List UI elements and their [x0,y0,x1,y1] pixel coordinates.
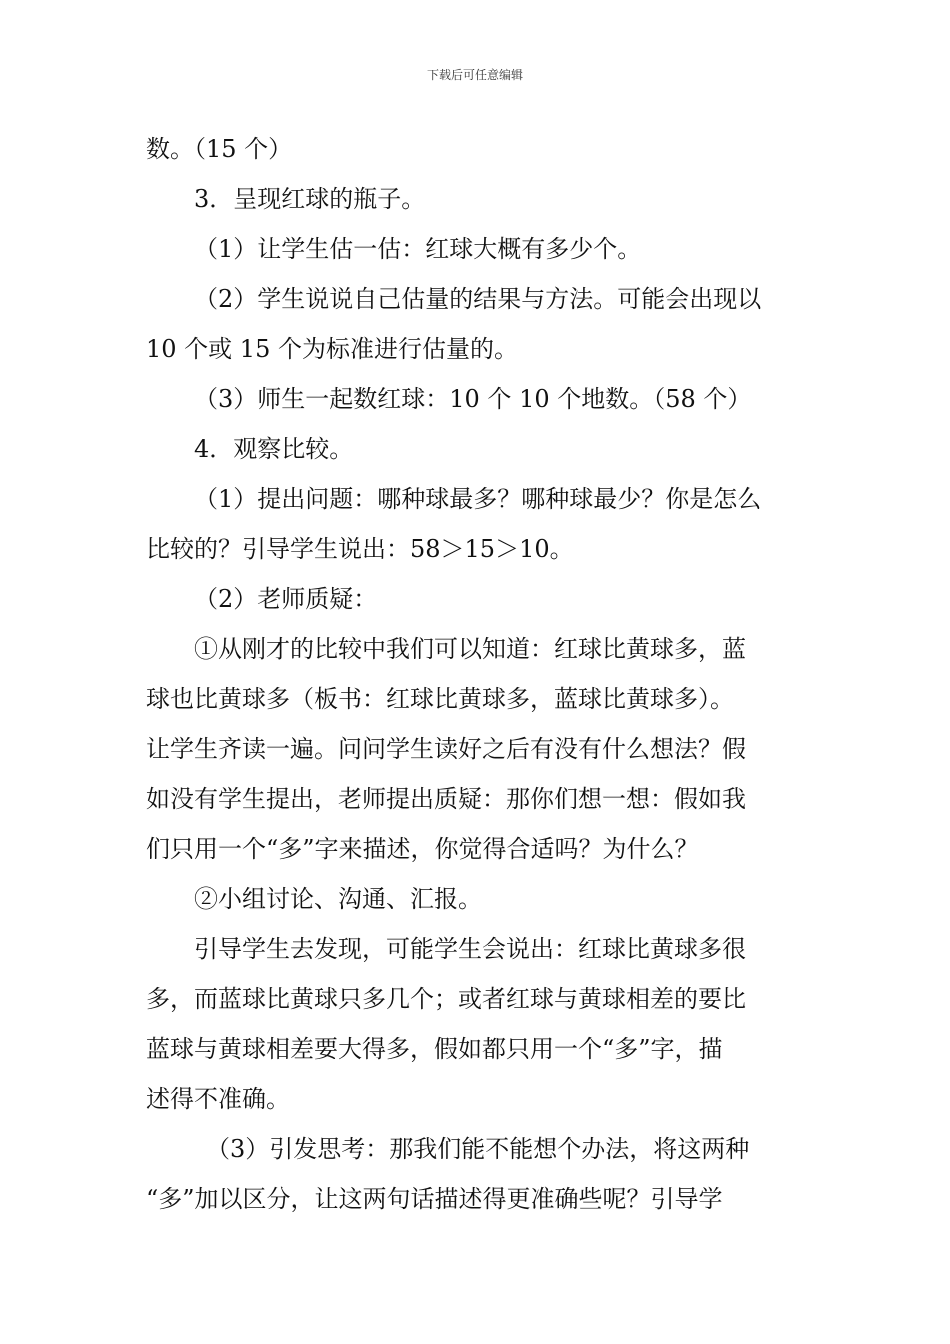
text-line: （2）老师质疑： [194,585,378,613]
text-line: “多”加以区分，让这两句话描述得更准确些呢？引导学 [146,1185,723,1213]
text-line: 比较的？引导学生说出：58＞15＞10。 [146,535,574,563]
text-line: 球也比黄球多（板书：红球比黄球多，蓝球比黄球多）。 [146,685,734,713]
text-line: 数。（15 个） [146,135,293,163]
text-line: （2）学生说说自己估量的结果与方法。可能会出现以 [194,285,762,313]
text-line: 引导学生去发现，可能学生会说出：红球比黄球多很 [194,935,746,963]
text-line: 如没有学生提出，老师提出质疑：那你们想一想：假如我 [146,785,746,813]
text-line: （1）提出问题：哪种球最多？哪种球最少？你是怎么 [194,485,762,513]
text-line: 们只用一个“多”字来描述，你觉得合适吗？为什么？ [146,835,699,863]
text-line: ②小组讨论、沟通、汇报。 [194,885,482,913]
text-line: 多，而蓝球比黄球只多几个；或者红球与黄球相差的要比 [146,985,746,1013]
text-line: 让学生齐读一遍。问问学生读好之后有没有什么想法？假 [146,735,746,763]
document-body [146,124,808,1224]
text-line: 10 个或 15 个为标准进行估量的。 [146,335,518,363]
page-header: 下载后可任意编辑 [426,68,523,82]
text-line: ①从刚才的比较中我们可以知道：红球比黄球多，蓝 [194,635,746,663]
text-line: （3）师生一起数红球：10 个 10 个地数。（58 个） [194,385,752,413]
text-line: 蓝球与黄球相差要大得多，假如都只用一个“多”字，描 [146,1035,723,1063]
text-line: 3．呈现红球的瓶子。 [194,185,426,213]
text-line: 4．观察比较。 [194,435,354,463]
text-line: （1）让学生估一估：红球大概有多少个。 [194,235,642,263]
text-line: 述得不准确。 [146,1085,290,1113]
text-line: （3）引发思考：那我们能不能想个办法，将这两种 [206,1135,750,1163]
